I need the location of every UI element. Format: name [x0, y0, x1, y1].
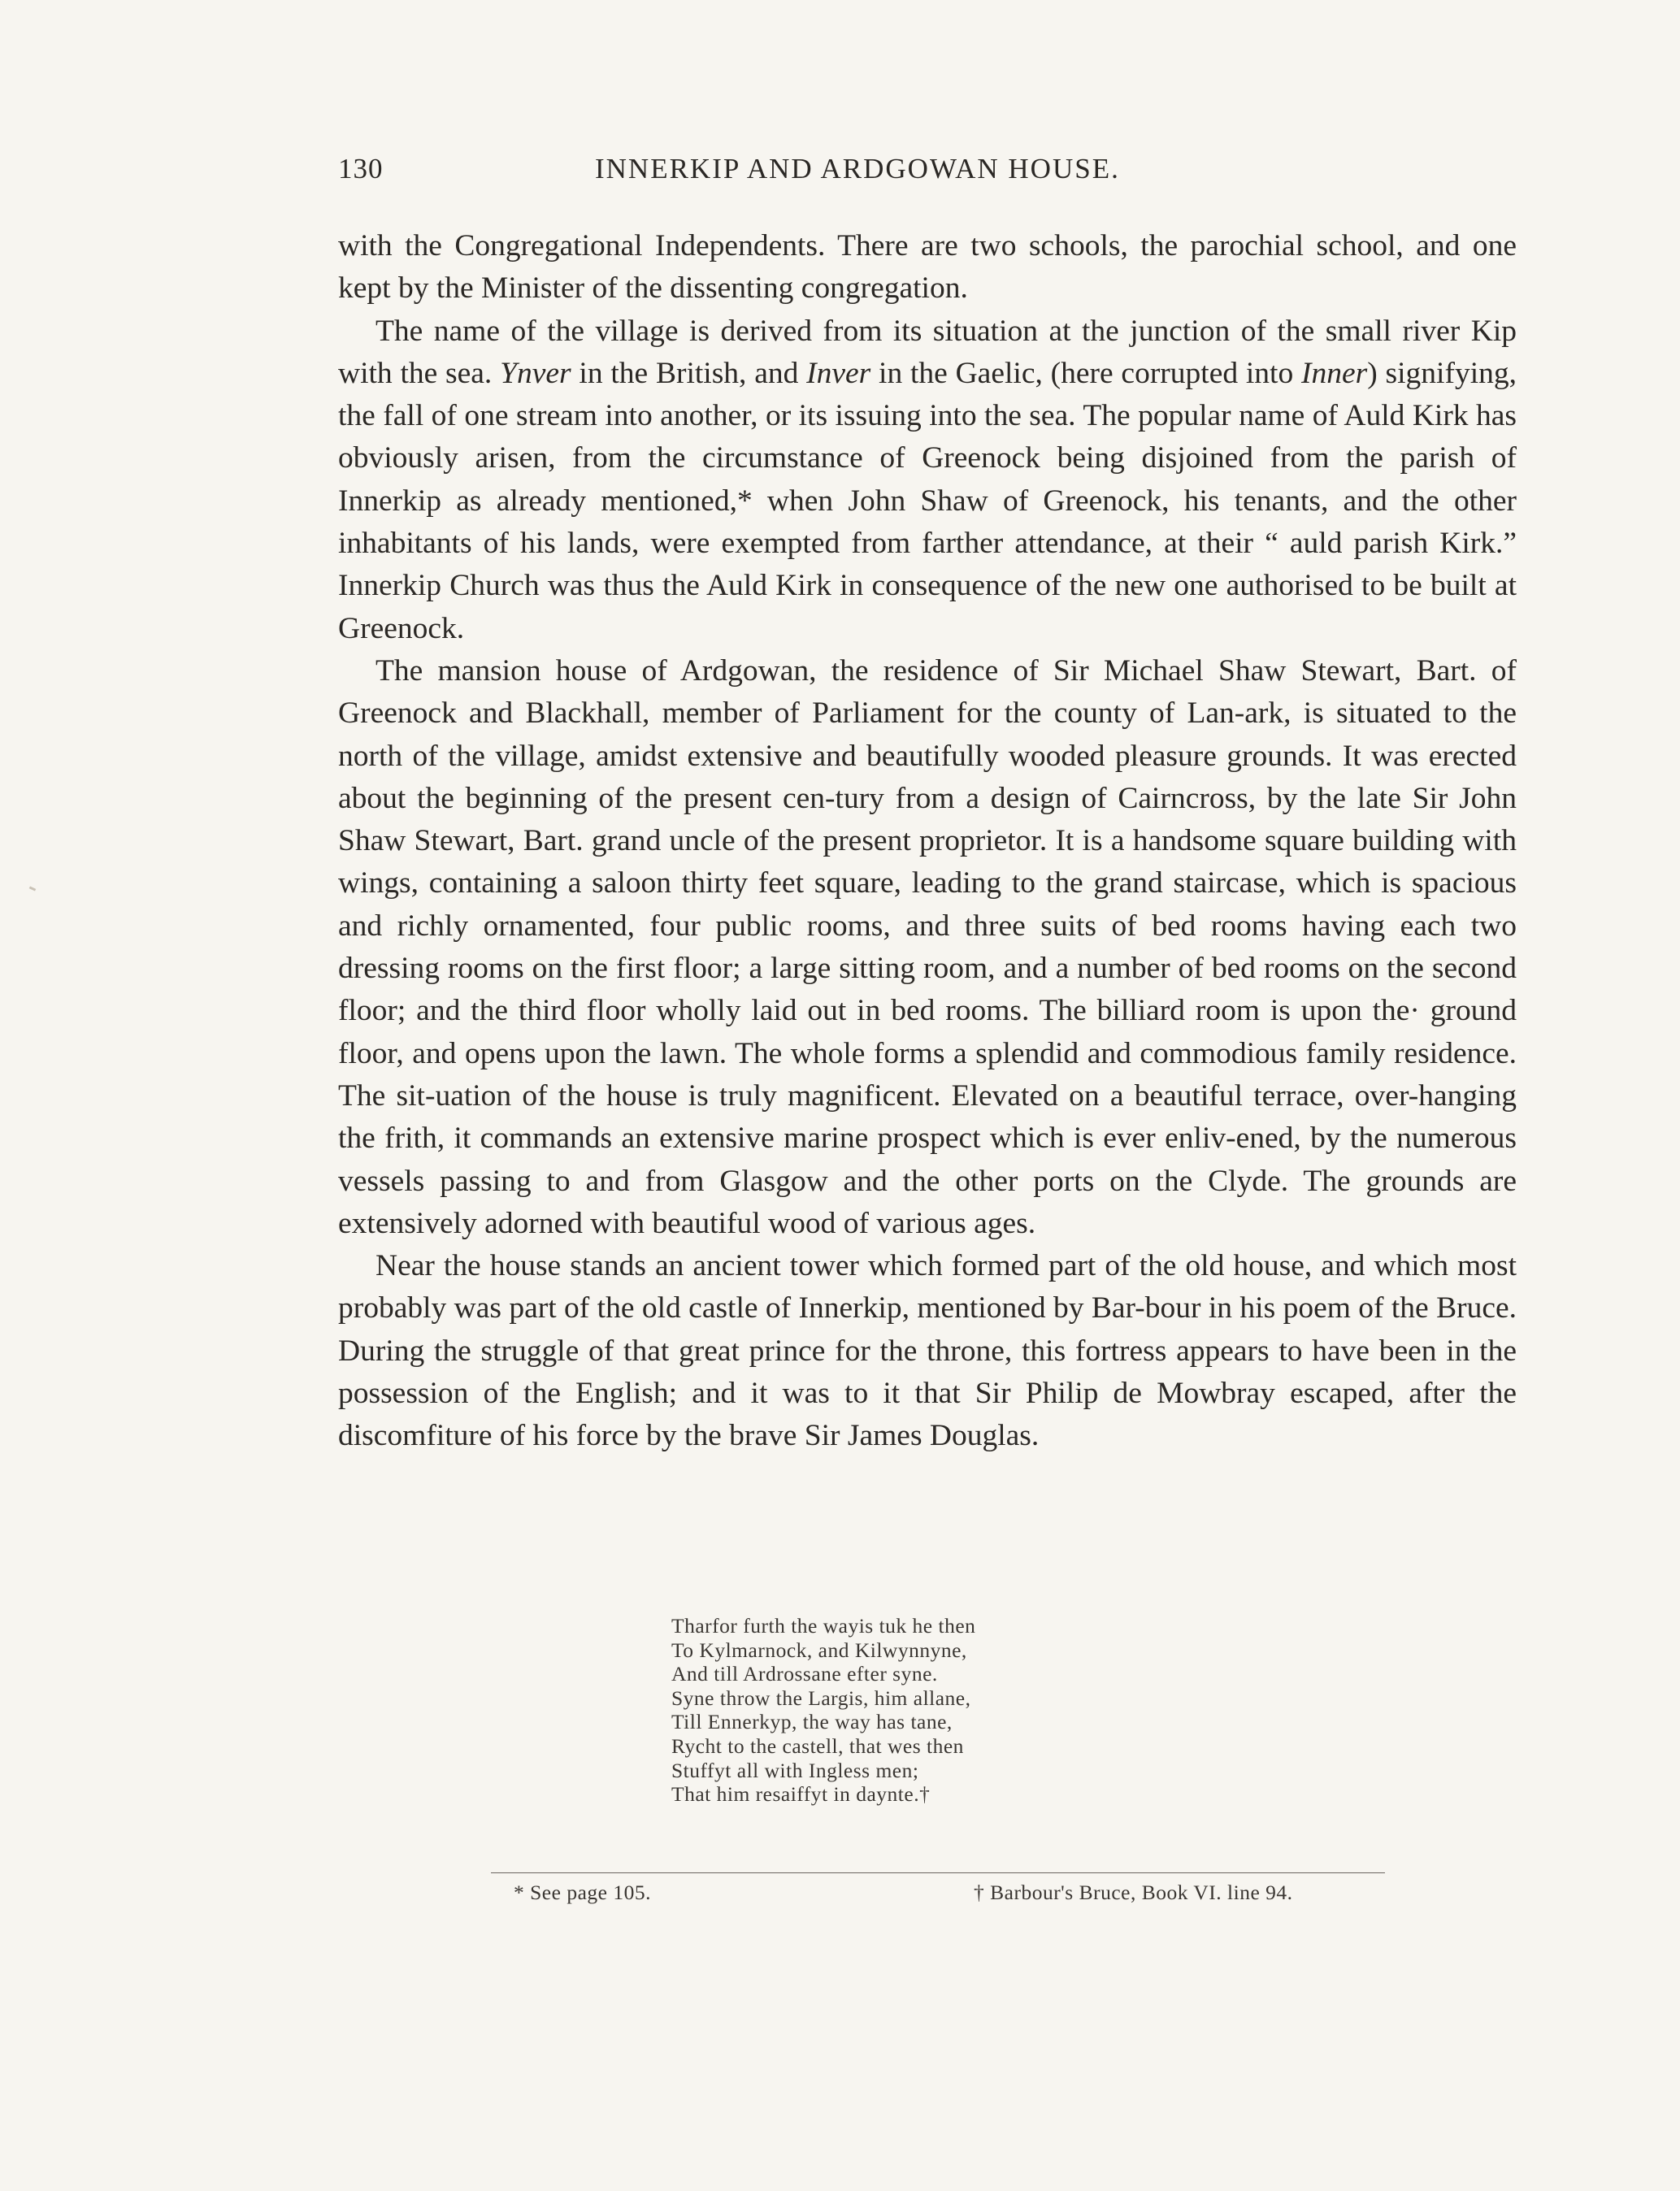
paragraph-1: with the Congregational Independents. There are two schools, the parochial school, and one kept by the Minister of the dissenting congregation. — [338, 229, 1517, 306]
poem-line: That him resaiffyt in daynte.† — [671, 1782, 931, 1807]
running-title: INNERKIP AND ARDGOWAN HOUSE. — [595, 153, 1120, 184]
poem-quotation — [671, 1614, 975, 1807]
poem-line: Syne throw the Largis, him allane, — [671, 1686, 971, 1710]
poem-line: And till Ardrossane efter syne. — [671, 1662, 938, 1686]
paragraph-2-text-b: in the British, and — [571, 356, 807, 390]
body-text — [338, 225, 1517, 1458]
footnote-2: † Barbour's Bruce, Book VI. line 94. — [974, 1881, 1293, 1904]
paragraph-4: Near the house stands an ancient tower which formed part of the old house, and which most probably was part of the old castle of Innerkip, mentioned by Bar-bour in his poem of the Bruce. During the struggle of that great prince for the throne, this fortress appears to have been in the possession of the English; and it was to it that Sir Philip de Mowbray escaped, after the discomfiture of his force by the brave Sir James Douglas. — [338, 1249, 1517, 1453]
page-number: 130 — [338, 153, 384, 184]
paper-speck — [29, 886, 37, 891]
paragraph-2 — [338, 310, 1517, 650]
word-ynver: Ynver — [500, 356, 571, 390]
paragraph-2-text-c: in the Gaelic, (here corrupted into — [870, 356, 1302, 390]
paragraph-2-text-a: The name of the village is derived from its situation at the junction of the small river Kip with the sea. — [338, 314, 1517, 390]
footnote-divider — [491, 1872, 1385, 1873]
paragraph-3: The mansion house of Ardgowan, the residence of Sir Michael Shaw Stewart, Bart. of Greenock and Blackhall, member of Parliament for the county of Lan-ark, is situated to the north of the village, amidst extensive and beautifully wooded pleasure grounds. It was erected about the beginning of the present cen-tury from a design of Cairncross, by the late Sir John Shaw Stewart, Bart. grand uncle of the present proprietor. It is a handsome square building with wings, containing a saloon thirty feet square, leading to the grand staircase, which is spacious and richly ornamented, four public rooms, and three suits of bed rooms having each two dressing rooms on the first floor; a large sitting room, and a number of bed rooms on the second floor; and the third floor wholly laid out in bed rooms. The billiard room is upon the· ground floor, and opens upon the lawn. The whole forms a splendid and commodious family residence. The sit-uation of the house is truly magnificent. Elevated on a beautiful terrace, over-hanging the frith, it commands an extensive marine prospect which is ever enliv-ened, by the numerous vessels passing to and from Glasgow and the other ports on the Clyde. The grounds are extensively adorned with beautiful wood of various ages. — [338, 653, 1517, 1240]
poem-line: Rycht to the castell, that wes then — [671, 1733, 964, 1758]
poem-line: Till Ennerkyp, the way has tane, — [671, 1710, 953, 1734]
paragraph-2-text-d: ) signifying, the fall of one stream into another, or its issuing into the sea. The popular name of Auld Kirk has obviously arisen, from the circumstance of Greenock being disjoined from the parish of Innerkip as already mentioned,* when John Shaw of Greenock, his tenants, and the other inhabitants of his lands, were exempted from farther attendance, at their “ auld parish Kirk.” Innerkip Church was thus the Auld Kirk in consequence of the new one authorised to be built at Greenock. — [338, 356, 1517, 645]
poem-line: Tharfor furth the wayis tuk he then — [671, 1614, 976, 1638]
word-inner: Inner — [1301, 356, 1368, 390]
poem-line: To Kylmarnock, and Kilwynnyne, — [671, 1638, 967, 1662]
footnote-1: * See page 105. — [514, 1881, 651, 1904]
poem-line: Stuffyt all with Ingless men; — [671, 1758, 919, 1782]
word-inver: Inver — [806, 356, 871, 390]
page-header — [338, 153, 1263, 202]
